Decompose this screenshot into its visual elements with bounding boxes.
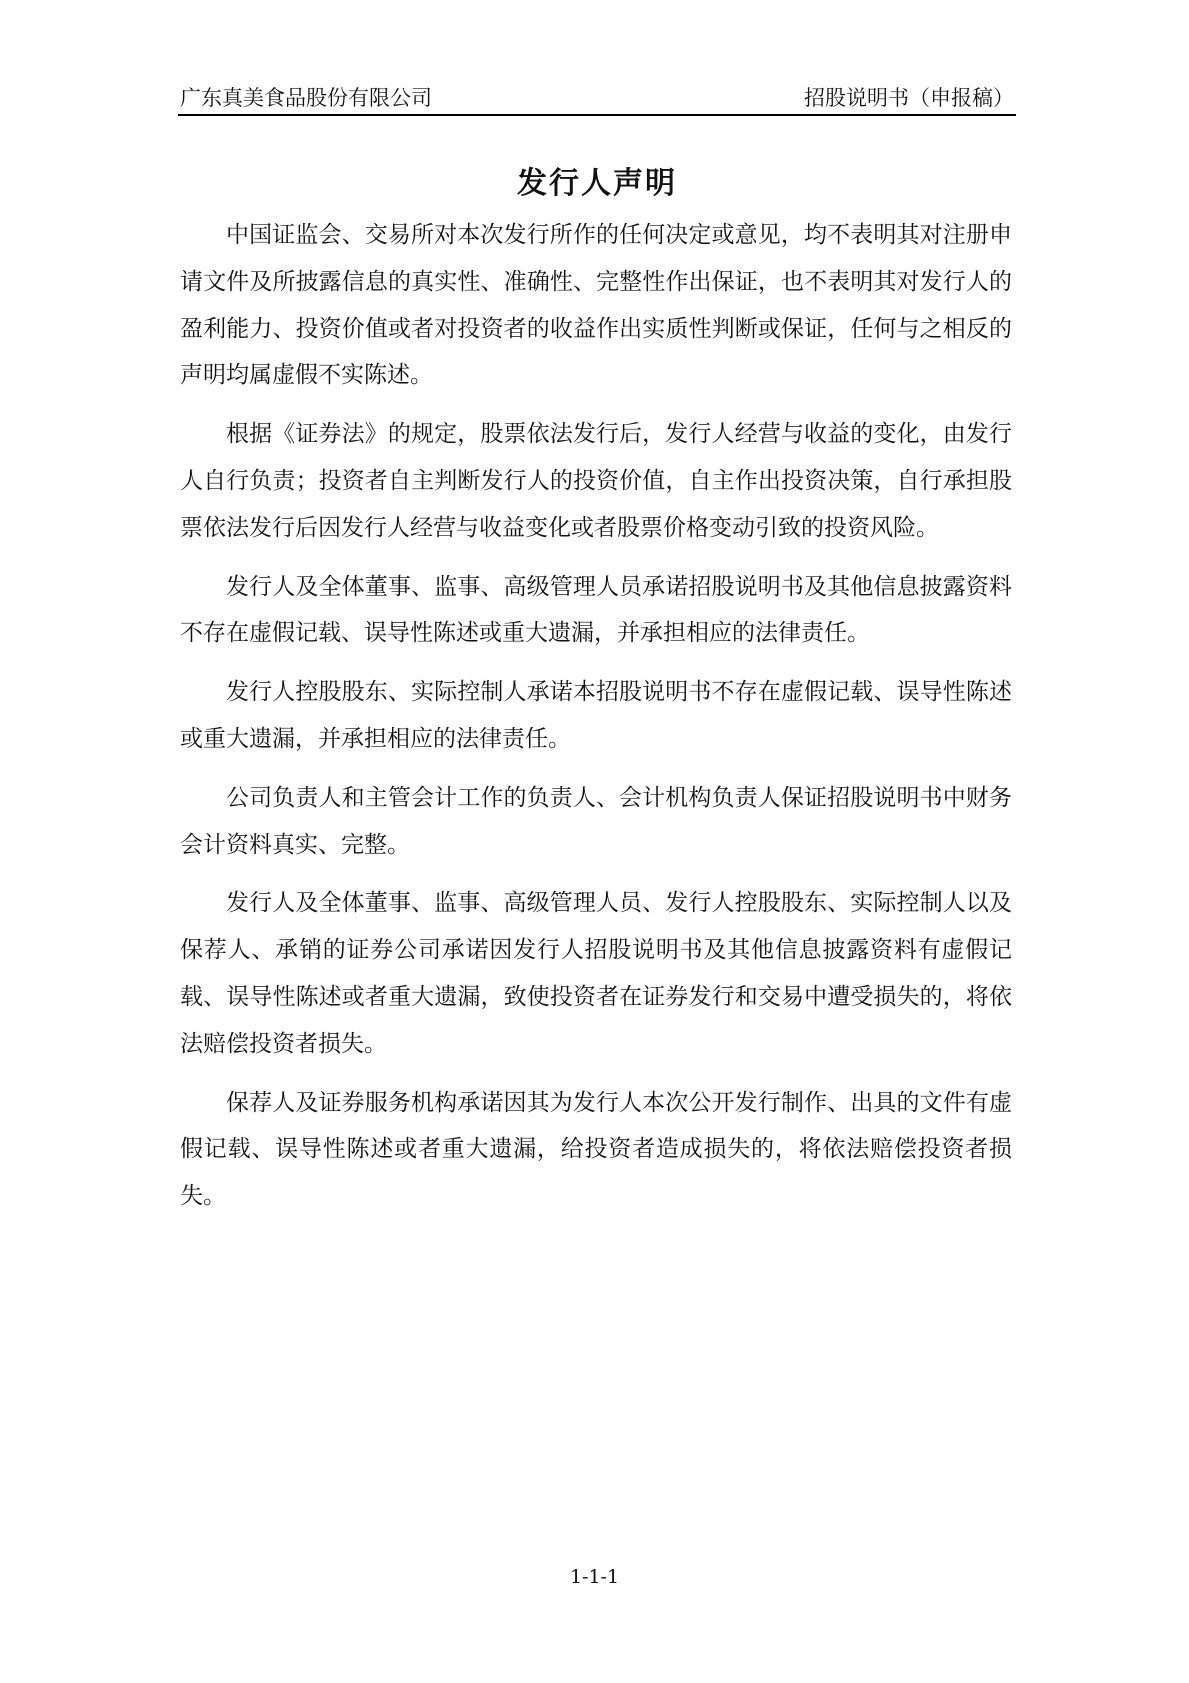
paragraph-sponsor-commitment: 保荐人及证券服务机构承诺因其为发行人本次公开发行制作、出具的文件有虚假记载、误导性陈述或者重大遗漏，给投资者造成损失的，将依法赔偿投资者损失。	[180, 1089, 1012, 1210]
paragraph-directors-commitment: 发行人及全体董事、监事、高级管理人员承诺招股说明书及其他信息披露资料不存在虚假记载、误导性陈述或重大遗漏，并承担相应的法律责任。	[180, 573, 1012, 647]
paragraph-investment-risk: 根据《证券法》的规定，股票依法发行后，发行人经营与收益的变化，由发行人自行负责；投资者自主判断发行人的投资价值，自主作出投资决策，自行承担股票依法发行后因发行人经营与收益变化或者股票价格变动引致的投资风险。	[180, 421, 1012, 541]
page-number: 1-1-1	[569, 1566, 620, 1588]
page-header	[178, 82, 1016, 116]
header-document-type: 招股说明书（申报稿）	[804, 86, 1014, 110]
paragraph-regulator-disclaimer: 中国证监会、交易所对本次发行所作的任何决定或意见，均不表明其对注册申请文件及所披露信息的真实性、准确性、完整性作出保证，也不表明其对发行人的盈利能力、投资价值或者对投资者的收益作出实质性判断或保证，任何与之相反的声明均属虚假不实陈述。	[180, 222, 1012, 389]
declaration-body	[180, 212, 1012, 1232]
paragraph-controller-commitment: 发行人控股股东、实际控制人承诺本招股说明书不存在虚假记载、误导性陈述或重大遗漏，并承担相应的法律责任。	[180, 679, 1012, 752]
page-title: 发行人声明	[517, 166, 677, 202]
header-company-name: 广东真美食品股份有限公司	[180, 86, 432, 110]
paragraph-compensation-commitment: 发行人及全体董事、监事、高级管理人员、发行人控股股东、实际控制人以及保荐人、承销的证券公司承诺因发行人招股说明书及其他信息披露资料有虚假记载、误导性陈述或者重大遗漏，致使投资者在证券发行和交易中遭受损失的，将依法赔偿投资者损失。	[180, 890, 1012, 1057]
paragraph-financial-guarantee: 公司负责人和主管会计工作的负责人、会计机构负责人保证招股说明书中财务会计资料真实、完整。	[180, 784, 1012, 858]
